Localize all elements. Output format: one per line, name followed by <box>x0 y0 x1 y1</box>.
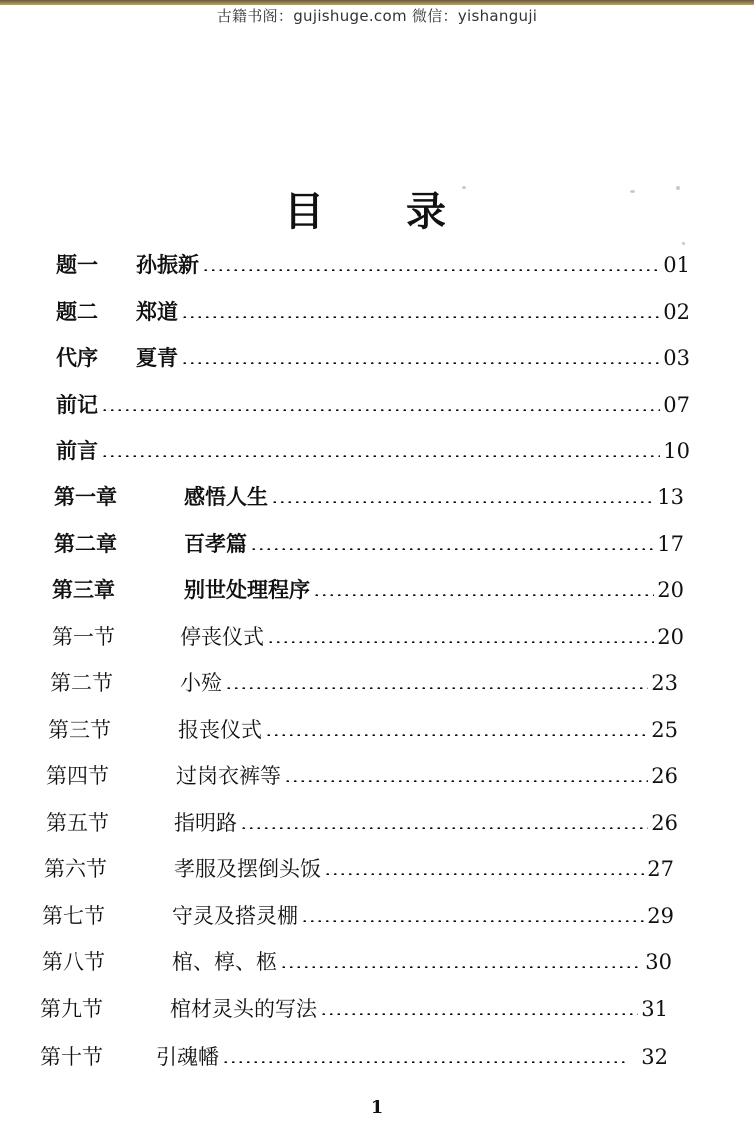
toc-entry-page: 23 <box>651 671 678 695</box>
toc-entry-label: 代序 <box>56 345 98 370</box>
dot-leader <box>284 780 648 782</box>
toc-entry[interactable] <box>46 806 678 836</box>
toc-entry-label: 第三节 <box>48 718 111 742</box>
toc-entry[interactable] <box>42 945 672 975</box>
toc-entry-page: 07 <box>663 393 690 417</box>
toc-entry[interactable] <box>46 759 678 789</box>
toc-entry-page: 30 <box>645 950 672 974</box>
toc-entry-label: 第二章 <box>54 531 117 556</box>
toc-entry-page: 27 <box>647 857 674 881</box>
toc-entry-label: 题一 <box>56 252 98 277</box>
dot-leader <box>301 920 644 922</box>
toc-entry-page: 13 <box>657 485 684 509</box>
dot-leader <box>202 269 660 271</box>
toc-entry[interactable] <box>54 480 684 510</box>
toc-entry-label: 第四节 <box>46 764 109 788</box>
toc-entry-page: 17 <box>657 532 684 556</box>
toc-entry[interactable] <box>56 388 690 418</box>
page-title: 目 录 <box>284 188 480 235</box>
toc-entry-label: 前言 <box>56 438 98 463</box>
toc-entry-title: 棺材灵头的写法 <box>170 997 317 1021</box>
toc-entry-page: 32 <box>641 1045 668 1069</box>
toc-entry[interactable] <box>56 434 690 464</box>
toc-entry-title: 过岗衣裤等 <box>176 764 281 788</box>
dot-leader <box>222 1061 627 1063</box>
toc-entry[interactable] <box>52 573 684 603</box>
dot-leader <box>181 362 660 364</box>
toc-entry-label: 第九节 <box>40 997 103 1021</box>
toc-entry-label: 第七节 <box>42 904 105 928</box>
toc-entry[interactable] <box>56 295 690 325</box>
toc-entry-title: 守灵及搭灵棚 <box>172 904 298 928</box>
toc-entry-title: 百孝篇 <box>184 531 247 556</box>
toc-entry-title: 别世处理程序 <box>184 577 310 602</box>
toc-entry-title: 孙振新 <box>136 252 199 277</box>
toc-entry[interactable] <box>54 527 684 557</box>
toc-entry[interactable] <box>40 992 668 1022</box>
toc-entry-label: 第六节 <box>44 857 107 881</box>
toc-entry[interactable] <box>40 1040 668 1070</box>
toc-entry[interactable] <box>56 248 690 278</box>
dot-leader <box>265 734 648 736</box>
toc-entry-page: 29 <box>647 904 674 928</box>
toc-entry-page: 01 <box>663 253 690 277</box>
dot-leader <box>101 409 660 411</box>
dot-leader <box>181 316 660 318</box>
dot-leader <box>101 455 660 457</box>
toc-entry-page: 26 <box>651 811 678 835</box>
dot-leader <box>267 641 654 643</box>
toc-entry-page: 25 <box>651 718 678 742</box>
toc-entry-title: 夏青 <box>136 345 178 370</box>
toc-entry-title: 停丧仪式 <box>180 625 264 649</box>
toc-entry-label: 第一章 <box>54 484 117 509</box>
scan-speck <box>682 242 685 245</box>
toc-entry-label: 题二 <box>56 299 98 324</box>
watermark: 古籍书阁：gujishuge.com 微信：yishanguji <box>216 7 538 25</box>
toc-entry-label: 第八节 <box>42 950 105 974</box>
toc-entry[interactable] <box>48 713 678 743</box>
toc-entry-label: 第三章 <box>52 577 115 602</box>
dot-leader <box>250 548 654 550</box>
toc-entry[interactable] <box>50 666 678 696</box>
toc-entry-page: 20 <box>657 578 684 602</box>
toc-entry-page: 10 <box>663 439 690 463</box>
toc-entry[interactable] <box>44 852 674 882</box>
dot-leader <box>240 827 648 829</box>
toc-entry-label: 第一节 <box>52 625 115 649</box>
dot-leader <box>280 966 642 968</box>
toc-entry-title: 感悟人生 <box>184 484 268 509</box>
dot-leader <box>320 1013 638 1015</box>
toc-entry-title: 小殓 <box>180 671 222 695</box>
toc-entry-label: 前记 <box>56 392 98 417</box>
toc-entry[interactable] <box>52 620 684 650</box>
dot-leader <box>271 501 654 503</box>
toc-entry-page: 20 <box>657 625 684 649</box>
toc-entry-title: 引魂幡 <box>156 1045 219 1069</box>
toc-entry-label: 第五节 <box>46 811 109 835</box>
toc-entry-title: 孝服及摆倒头饭 <box>174 857 321 881</box>
toc-entry[interactable] <box>42 899 674 929</box>
dot-leader <box>324 873 644 875</box>
dot-leader <box>313 594 654 596</box>
toc-entry-page: 31 <box>641 997 668 1021</box>
toc-entry-page: 02 <box>663 300 690 324</box>
toc-entry-title: 报丧仪式 <box>178 718 262 742</box>
dot-leader <box>225 687 648 689</box>
toc-entry-title: 郑道 <box>136 299 178 324</box>
toc-entry[interactable] <box>56 341 690 371</box>
toc-entry-label: 第二节 <box>50 671 113 695</box>
toc-entry-title: 指明路 <box>174 811 237 835</box>
page-number: 1 <box>370 1097 384 1118</box>
toc-entry-page: 03 <box>663 346 690 370</box>
toc-entry-page: 26 <box>651 764 678 788</box>
toc-entry-label: 第十节 <box>40 1045 103 1069</box>
toc-entry-title: 棺、椁、柩 <box>172 950 277 974</box>
